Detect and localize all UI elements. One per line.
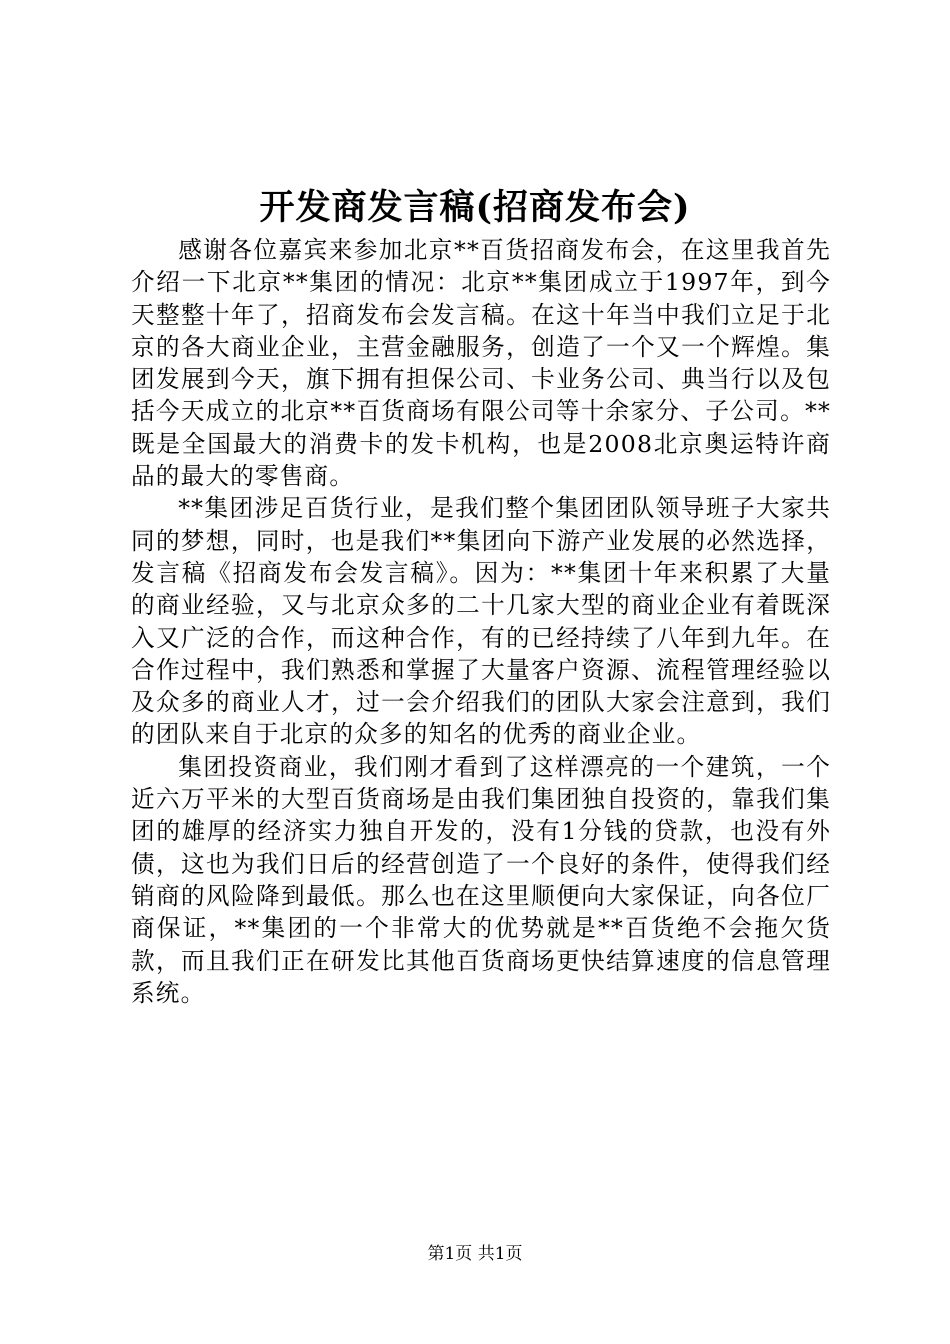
- page-footer: 第1页 共1页: [427, 1244, 523, 1264]
- paragraph-2: **集团涉足百货行业，是我们整个集团团队领导班子大家共同的梦想，同时，也是我们**集团向下游产业发展的必然选择，发言稿《招商发布会发言稿》。因为：**集团十年来积累了大量的商业经验，又与北京众多的二十几家大型的商业企业有着既深入又广泛的合作，而这种合作，有的已经持续了八年到九年。在合作过程中，我们熟悉和掌握了大量客户资源、流程管理经验以及众多的商业人才，过一会介绍我们的团队大家会注意到，我们的团队来自于北京的众多的知名的优秀的商业企业。: [131, 494, 831, 749]
- paragraph-3: 集团投资商业，我们刚才看到了这样漂亮的一个建筑，一个近六万平米的大型百货商场是由我们集团独自投资的，靠我们集团的雄厚的经济实力独自开发的，没有1分钱的贷款，也没有外债，这也为我们日后的经营创造了一个良好的条件，使得我们经销商的风险降到最低。那么也在这里顺便向大家保证，向各位厂商保证，**集团的一个非常大的优势就是**百货绝不会拖欠货款，而且我们正在研发比其他百货商场更快结算速度的信息管理系统。: [131, 752, 831, 1007]
- document-title: 开发商发言稿(招商发布会): [259, 187, 691, 228]
- document-body: [131, 234, 831, 1009]
- paragraph-1: 感谢各位嘉宾来参加北京**百货招商发布会，在这里我首先介绍一下北京**集团的情况：北京**集团成立于1997年，到今天整整十年了，招商发布会发言稿。在这十年当中我们立足于北京的各大商业企业，主营金融服务，创造了一个又一个辉煌。集团发展到今天，旗下拥有担保公司、卡业务公司、典当行以及包括今天成立的北京**百货商场有限公司等十余家分、子公司。**既是全国最大的消费卡的发卡机构，也是2008北京奥运特许商品的最大的零售商。: [131, 236, 831, 491]
